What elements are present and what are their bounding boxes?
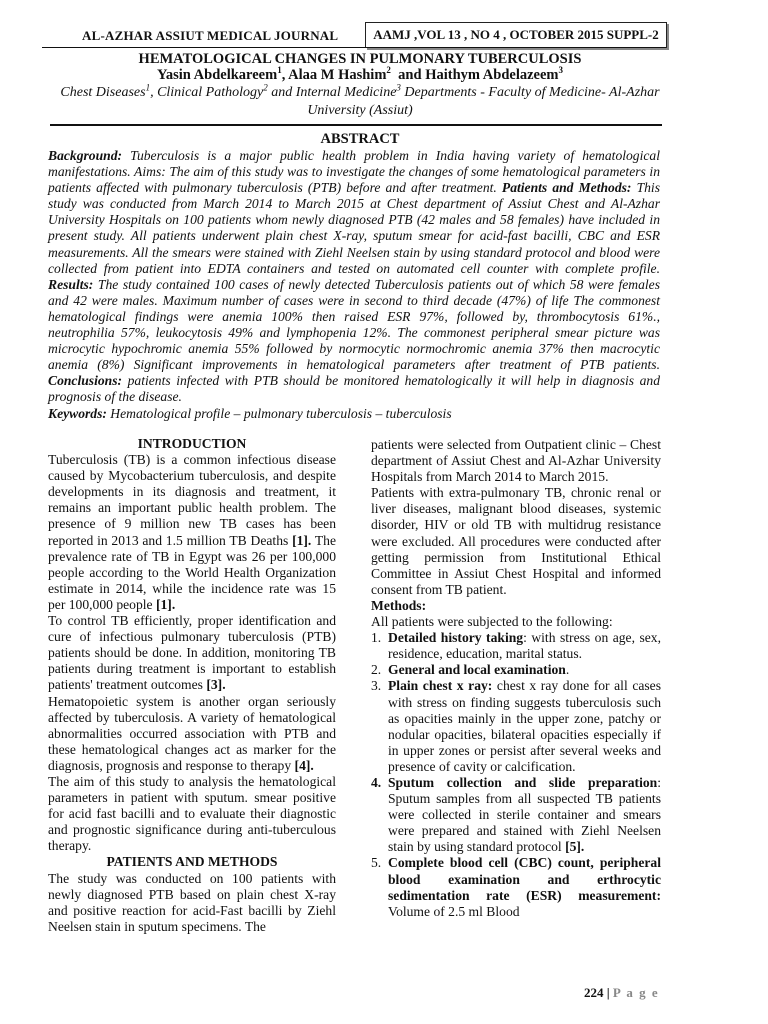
header-rule (42, 47, 666, 48)
intro-paragraph-2: To control TB efficiently, proper identification and cure of infectious pulmonary tuberculosis (PTB) patients should be done. In addition, monitoring TB patients during treatment is important to establish patients' treatment outcomes [3]. (48, 613, 336, 693)
abstract-heading: ABSTRACT (320, 131, 400, 147)
list-item: 2. General and local examination. (371, 662, 570, 678)
abstract-body: Background: Tuberculosis is a major public health problem in India having variety of hematological manifestations. Aims: The aim of this study was to investigate the changes of some hematological parameters in patients affected with pulmonary tuberculosis (PTB) before and after treatment. Patients and Methods: This study was conducted from March 2014 to March 2015 at Chest department of Assiut Chest and Al-Azhar University Hospitals on 100 patients whom newly diagnosed PTB (42 males and 58 females) have included in present study. All patients underwent plain chest X-ray, sputum smear for acid-fast bacilli, CBC and ESR measurements. All the smears were stained with Ziehl Neelsen stain by using standard protocol and blood were collected from patient into EDTA containers and tested on automated cell counter with complete profile. Results: The study contained 100 cases of newly detected Tuberculosis patients out of which 58 were females and 42 were males. Maximum number of cases were in second to third decade (47%) of life The commonest hematological findings were anemia 100% then raised ESR 97%, followed by, thrombocytosis 61%., neutrophilia 57%, leukocytosis 49% and lymphopenia 12%. The commonest peripheral smear picture was microcytic hypochromic anemia 55% followed by normocytic normochromic anemia 37% then macrocytic anemia (8%) Significant improvements in hematological parameters after treatment of PTB patients. Conclusions: patients infected with PTB should be monitored hematologically it will help in diagnosis and prognosis of the disease. Keywords: Hematological profile – pulmonary tuberculosis – tuberculosis (48, 148, 660, 421)
author-2: Alaa M Hashim (288, 67, 387, 83)
intro-paragraph-4: The aim of this study to analysis the hematological parameters in patient with sputum. smear positive for acid fast bacilli and to evaluate their diagnostic and prognostic significance during anti-tuberculous therapy. (48, 773, 336, 854)
left-column (48, 436, 336, 935)
page-label: P a g e (612, 985, 660, 1000)
exclusion-paragraph: Patients with extra-pulmonary TB, chronic renal or liver diseases, malignant blood diseases, systemic disorder, HIV or old TB with multidrug resistance were excluded. All procedures were conducted after getting permission from Institutional Ethical Committee in Assiut Chest Hospital and informed consent from TB patient. (371, 485, 661, 597)
title-rule (50, 124, 662, 126)
intro-paragraph-3: Hematopoietic system is another organ seriously affected by tuberculosis. A variety of hematological abnormalities occurred association with PTB and these hematological changes act as marker for the diagnosis, prognosis and response to therapy [4]. (48, 693, 336, 773)
author-3: Haithym Abdelazeem (425, 67, 559, 83)
methods-intro: All patients were subjected to the following: (371, 614, 613, 630)
methods-label: Methods: (371, 597, 427, 613)
list-item: 4. Sputum collection and slide preparation: Sputum samples from all suspected TB patients were collected in sterile container and smears were prepared and stained with Ziehl Neelsen stain by using standard protocol [5]. (371, 774, 661, 855)
author-line: Yasin Abdelkareem$^1$, Alaa M Hashim$^2$ and Haithym Abdelazeem$^3$ (157, 65, 563, 83)
right-column (371, 437, 661, 920)
affiliation: Chest Diseases$^1$, Clinical Pathology$^2$ and Internal Medicine$^3$ Departments - Faculty of Medicine- Al-Azhar University (Assiut) (60, 82, 660, 118)
journal-name: AL-AZHAR ASSIUT MEDICAL JOURNAL (82, 28, 339, 43)
list-item: 5. Complete blood cell (CBC) count, peripheral blood examination and erthrocytic sedimentation rate (ESR) measurement: Volume of 2.5 ml Blood (371, 855, 661, 919)
selection-paragraph: patients were selected from Outpatient clinic – Chest department of Assiut Chest and Al-Azhar University Hospitals from March 2014 to March 2015. (371, 437, 661, 485)
page-number: 224 (584, 985, 604, 1000)
methods-paragraph-1: The study was conducted on 100 patients with newly diagnosed PTB based on plain chest X-ray and positive reaction for acid-Fast bacilli by Ziehl Neelsen stain in sputum specimens. The (48, 870, 336, 934)
introduction-heading: INTRODUCTION (137, 436, 247, 451)
page-footer: 224 | P a g e (584, 985, 660, 1000)
list-item: 3. Plain chest x ray: chest x ray done for all cases with stress on finding suggests tuberculosis such as opacities mainly in the upper zone, patchy or nodular opacities, bilateral opacities especially if in upper zones or persist after several weeks and presence of cavity or calcification. (371, 678, 661, 774)
issue-box: AAMJ ,VOL 13 , NO 4 , OCTOBER 2015 SUPPL-2 (365, 22, 667, 48)
intro-paragraph-1: Tuberculosis (TB) is a common infectious disease caused by Mycobacterium tuberculosis, and despite developments in its diagnosis and treatment, it remains an important public health problem. The presence of 9 million new TB cases has been reported in 2013 and 1.5 million TB Deaths [1]. The prevalence rate of TB in Egypt was 26 per 100,000 people according to the World Health Organization estimate in 2014, while the incidence rate was 15 per 100,000 people [1]. (48, 452, 336, 612)
list-item: 1. Detailed history taking: with stress on age, sex, residence, education, marital status. (371, 630, 661, 662)
methods-list (371, 630, 661, 920)
patients-methods-heading: PATIENTS AND METHODS (106, 854, 278, 870)
author-1: Yasin Abdelkareem (157, 67, 278, 83)
article-title: HEMATOLOGICAL CHANGES IN PULMONARY TUBERCULOSIS (138, 51, 582, 67)
